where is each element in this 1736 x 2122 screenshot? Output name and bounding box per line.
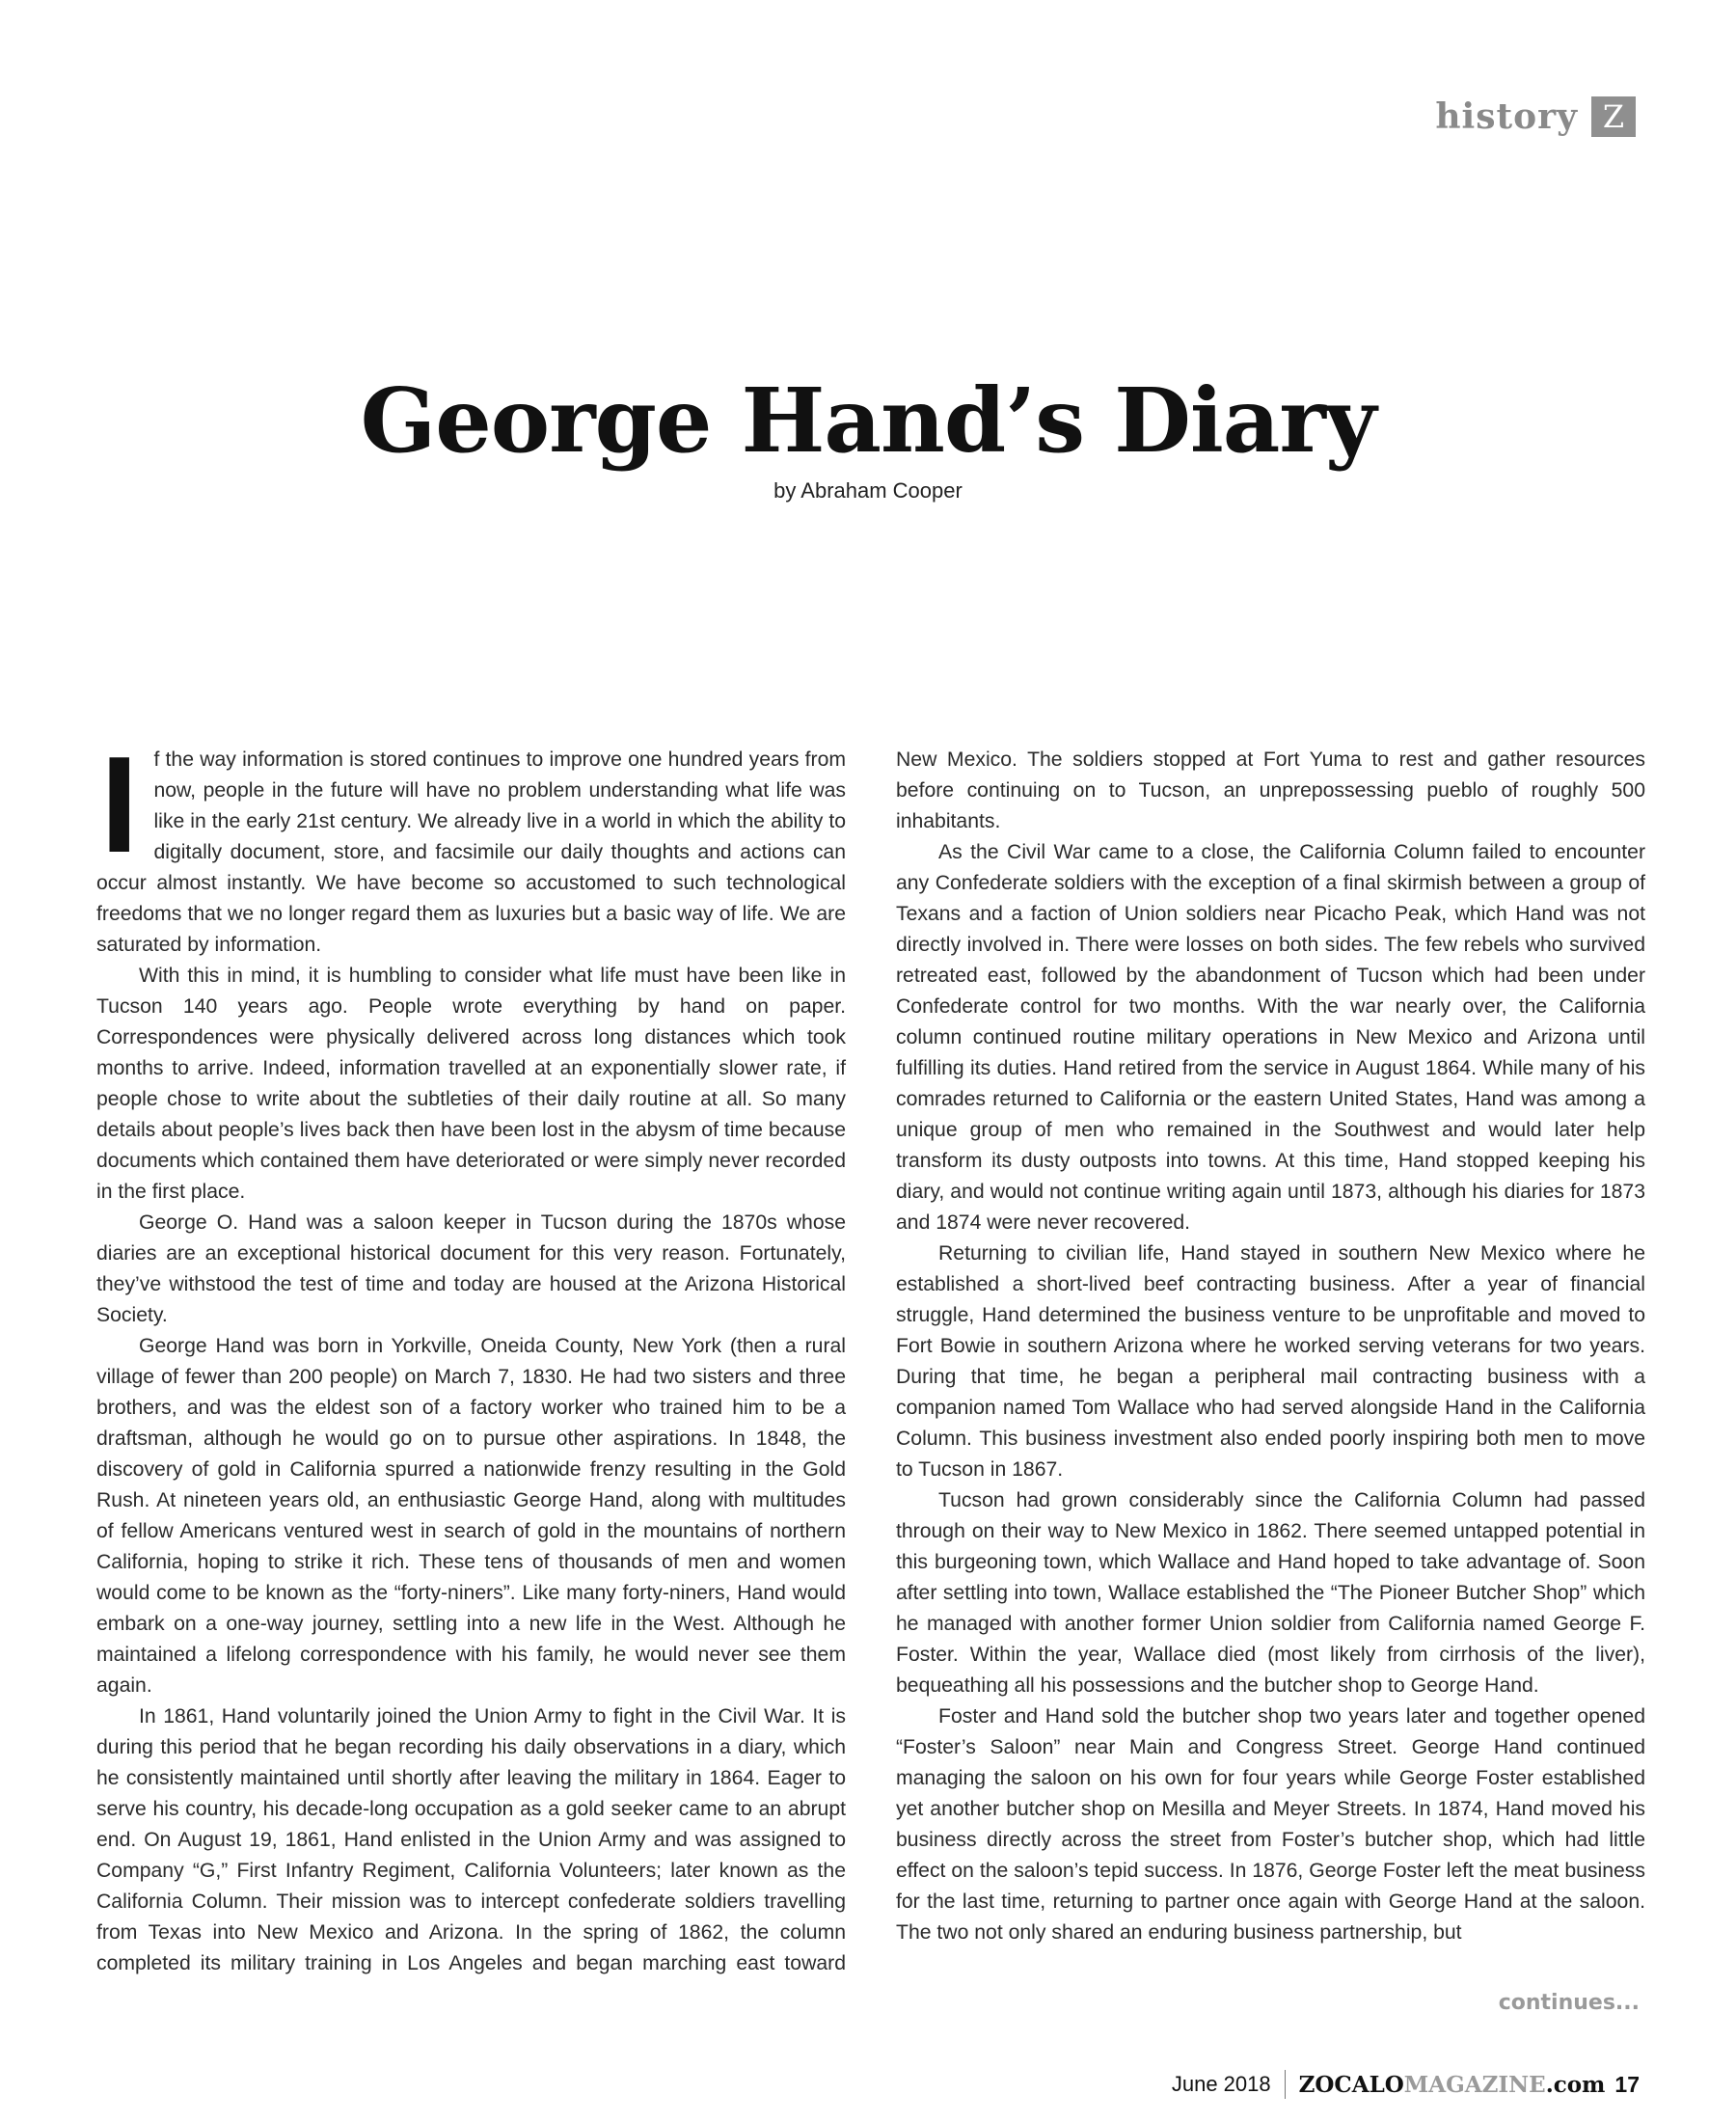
paragraph: Tucson had grown considerably since the California Column had passed through on their way to New Mexico in 1862. There seemed untapped potential in this burgeoning town, which Wallace and Hand hoped to take advantage of. Soon after settling into town, Wallace established the “The Pioneer Butcher Shop” which he managed with another former Union soldier from California named George F. Foster. Within the year, Wallace died (most likely from cirrhosis of the liver), bequeathing all his possessions and the butcher shop to George Hand.: [896, 1489, 1645, 1697]
continues-link[interactable]: continues...: [1498, 1991, 1640, 2015]
section-label: history: [1435, 96, 1578, 137]
brand-zocalo: ZOCALO: [1298, 2071, 1404, 2098]
byline: by Abraham Cooper: [773, 478, 963, 503]
section-tag: [1435, 96, 1636, 137]
footer-divider: [1285, 2070, 1286, 2099]
paragraph: [96, 728, 846, 961]
brand-magazine: MAGAZINE: [1403, 2071, 1546, 2098]
paragraph: As the Civil War came to a close, the California Column failed to encounter any Confederate soldiers with the exception of a final skirmish between a group of Texans and a faction of Union soldiers near Picacho Peak, which Hand was not directly involved in. There were losses on both sides. The few rebels who survived retreated east, followed by the abandonment of Tucson which had been under Confederate control for two months. With the war nearly over, the California column continued routine military operations in New Mexico and Arizona until fulfilling its duties. Hand retired from the service in August 1864. While many of his comrades returned to California or the eastern United States, Hand was among a unique group of men who remained in the Southwest and would later help transform its dusty outposts into towns. At this time, Hand stopped keeping his diary, and would not continue writing again until 1873, although his diaries for 1873 and 1874 were never recovered.: [896, 841, 1645, 1234]
article-title: George Hand’s Diary: [360, 368, 1376, 473]
paragraph: George O. Hand was a saloon keeper in Tucson during the 1870s whose diaries are an exceptional historical document for this very reason. Fortunately, they’ve withstood the test of time and today are housed at the Arizona Historical Society.: [96, 1211, 846, 1326]
paragraph: In 1861, Hand voluntarily joined the Union Army to fight in the Civil War. It is during this period that he began recording his daily observations in a diary, which he consistently maintained until shortly after leaving the military in 1864. Eager to serve his country, his decade-long occupation as a gold seeker came to an abrupt end. On August 19, 1861, Hand enlisted in the Union Army and was assigned to Company “G,” First Infantry Regiment, California Volunteers; later known as the California Column. Their mission was to intercept confederate soldiers travelling from Texas into New Mexico and Arizona. In the spring of 1862, the column completed its military training in Los Angeles and began marching east toward New Mexico. The soldiers stopped at Fort Yuma to rest and gather resources before continuing on to Tucson, an unprepossessing pueblo of roughly 500 inhabitants.: [96, 748, 1645, 1974]
paragraph: Returning to civilian life, Hand stayed in southern New Mexico where he established a short-lived beef contracting business. After a year of financial struggle, Hand determined the business venture to be unprofitable and moved to Fort Bowie in southern Arizona where he worked serving veterans for two years. During that time, he began a peripheral mail contracting business with a companion named Tom Wallace who had served alongside Hand in the California Column. This business investment also ended poorly inspiring both men to move to Tucson in 1867.: [896, 1242, 1645, 1481]
issue-date: June 2018: [1171, 2072, 1271, 2096]
paragraph: George Hand was born in Yorkville, Oneida County, New York (then a rural village of fewer than 200 people) on March 7, 1830. He had two sisters and three brothers, and was the eldest son of a factory worker who trained him to be a draftsman, although he would go on to pursue other aspirations. In 1848, the discovery of gold in California spurred a nationwide frenzy resulting in the Gold Rush. At nineteen years old, an enthusiastic George Hand, along with multitudes of fellow Americans ventured west in search of gold in the mountains of northern California, hoping to strike it rich. These tens of thousands of men and women would come to be known as the “forty-niners”. Like many forty-niners, Hand would embark on a one-way journey, settling into a new life in the West. Although he maintained a lifelong correspondence with his family, he would never see them again.: [96, 1335, 846, 1697]
page-number: 17: [1614, 2071, 1640, 2097]
paragraph: Foster and Hand sold the butcher shop two years later and together opened “Foster’s Saloon” near Main and Congress Street. George Hand continued managing the saloon on his own for four years while George Foster established yet another butcher shop on Mesilla and Meyer Streets. In 1874, Hand moved his business directly across the street from Foster’s butcher shop, which had little effect on the saloon’s tepid success. In 1876, George Foster left the meat business for the last time, returning to partner once again with George Hand at the saloon. The two not only shared an enduring business partnership, but: [896, 1705, 1645, 1944]
drop-cap: I: [100, 728, 139, 882]
paragraph: With this in mind, it is humbling to consider what life must have been like in Tucson 140 years ago. People wrote everything by hand on paper. Correspondences were physically delivered across long distances which took months to arrive. Indeed, information travelled at an exponentially slower rate, if people chose to write about the subtleties of their daily routine at all. So many details about people’s lives back then have been lost in the abysm of time because documents which contained them have deteriorated or were simply never recorded in the first place.: [96, 965, 846, 1203]
brand-domain: .com: [1545, 2071, 1606, 2098]
z-logo-icon: Z: [1591, 96, 1636, 137]
article-body: [96, 728, 1645, 1989]
page-footer: [1172, 2070, 1640, 2099]
paragraph-text: f the way information is stored continues to improve one hundred years from now, people in the future will have no problem understanding what life was like in the early 21st century. We already live in a world in which the ability to digitally document, store, and facsimile our daily thoughts and actions can occur almost instantly. We have become so accustomed to such technological freedoms that we no longer regard them as luxuries but a basic way of life. We are saturated by information.: [96, 748, 846, 956]
